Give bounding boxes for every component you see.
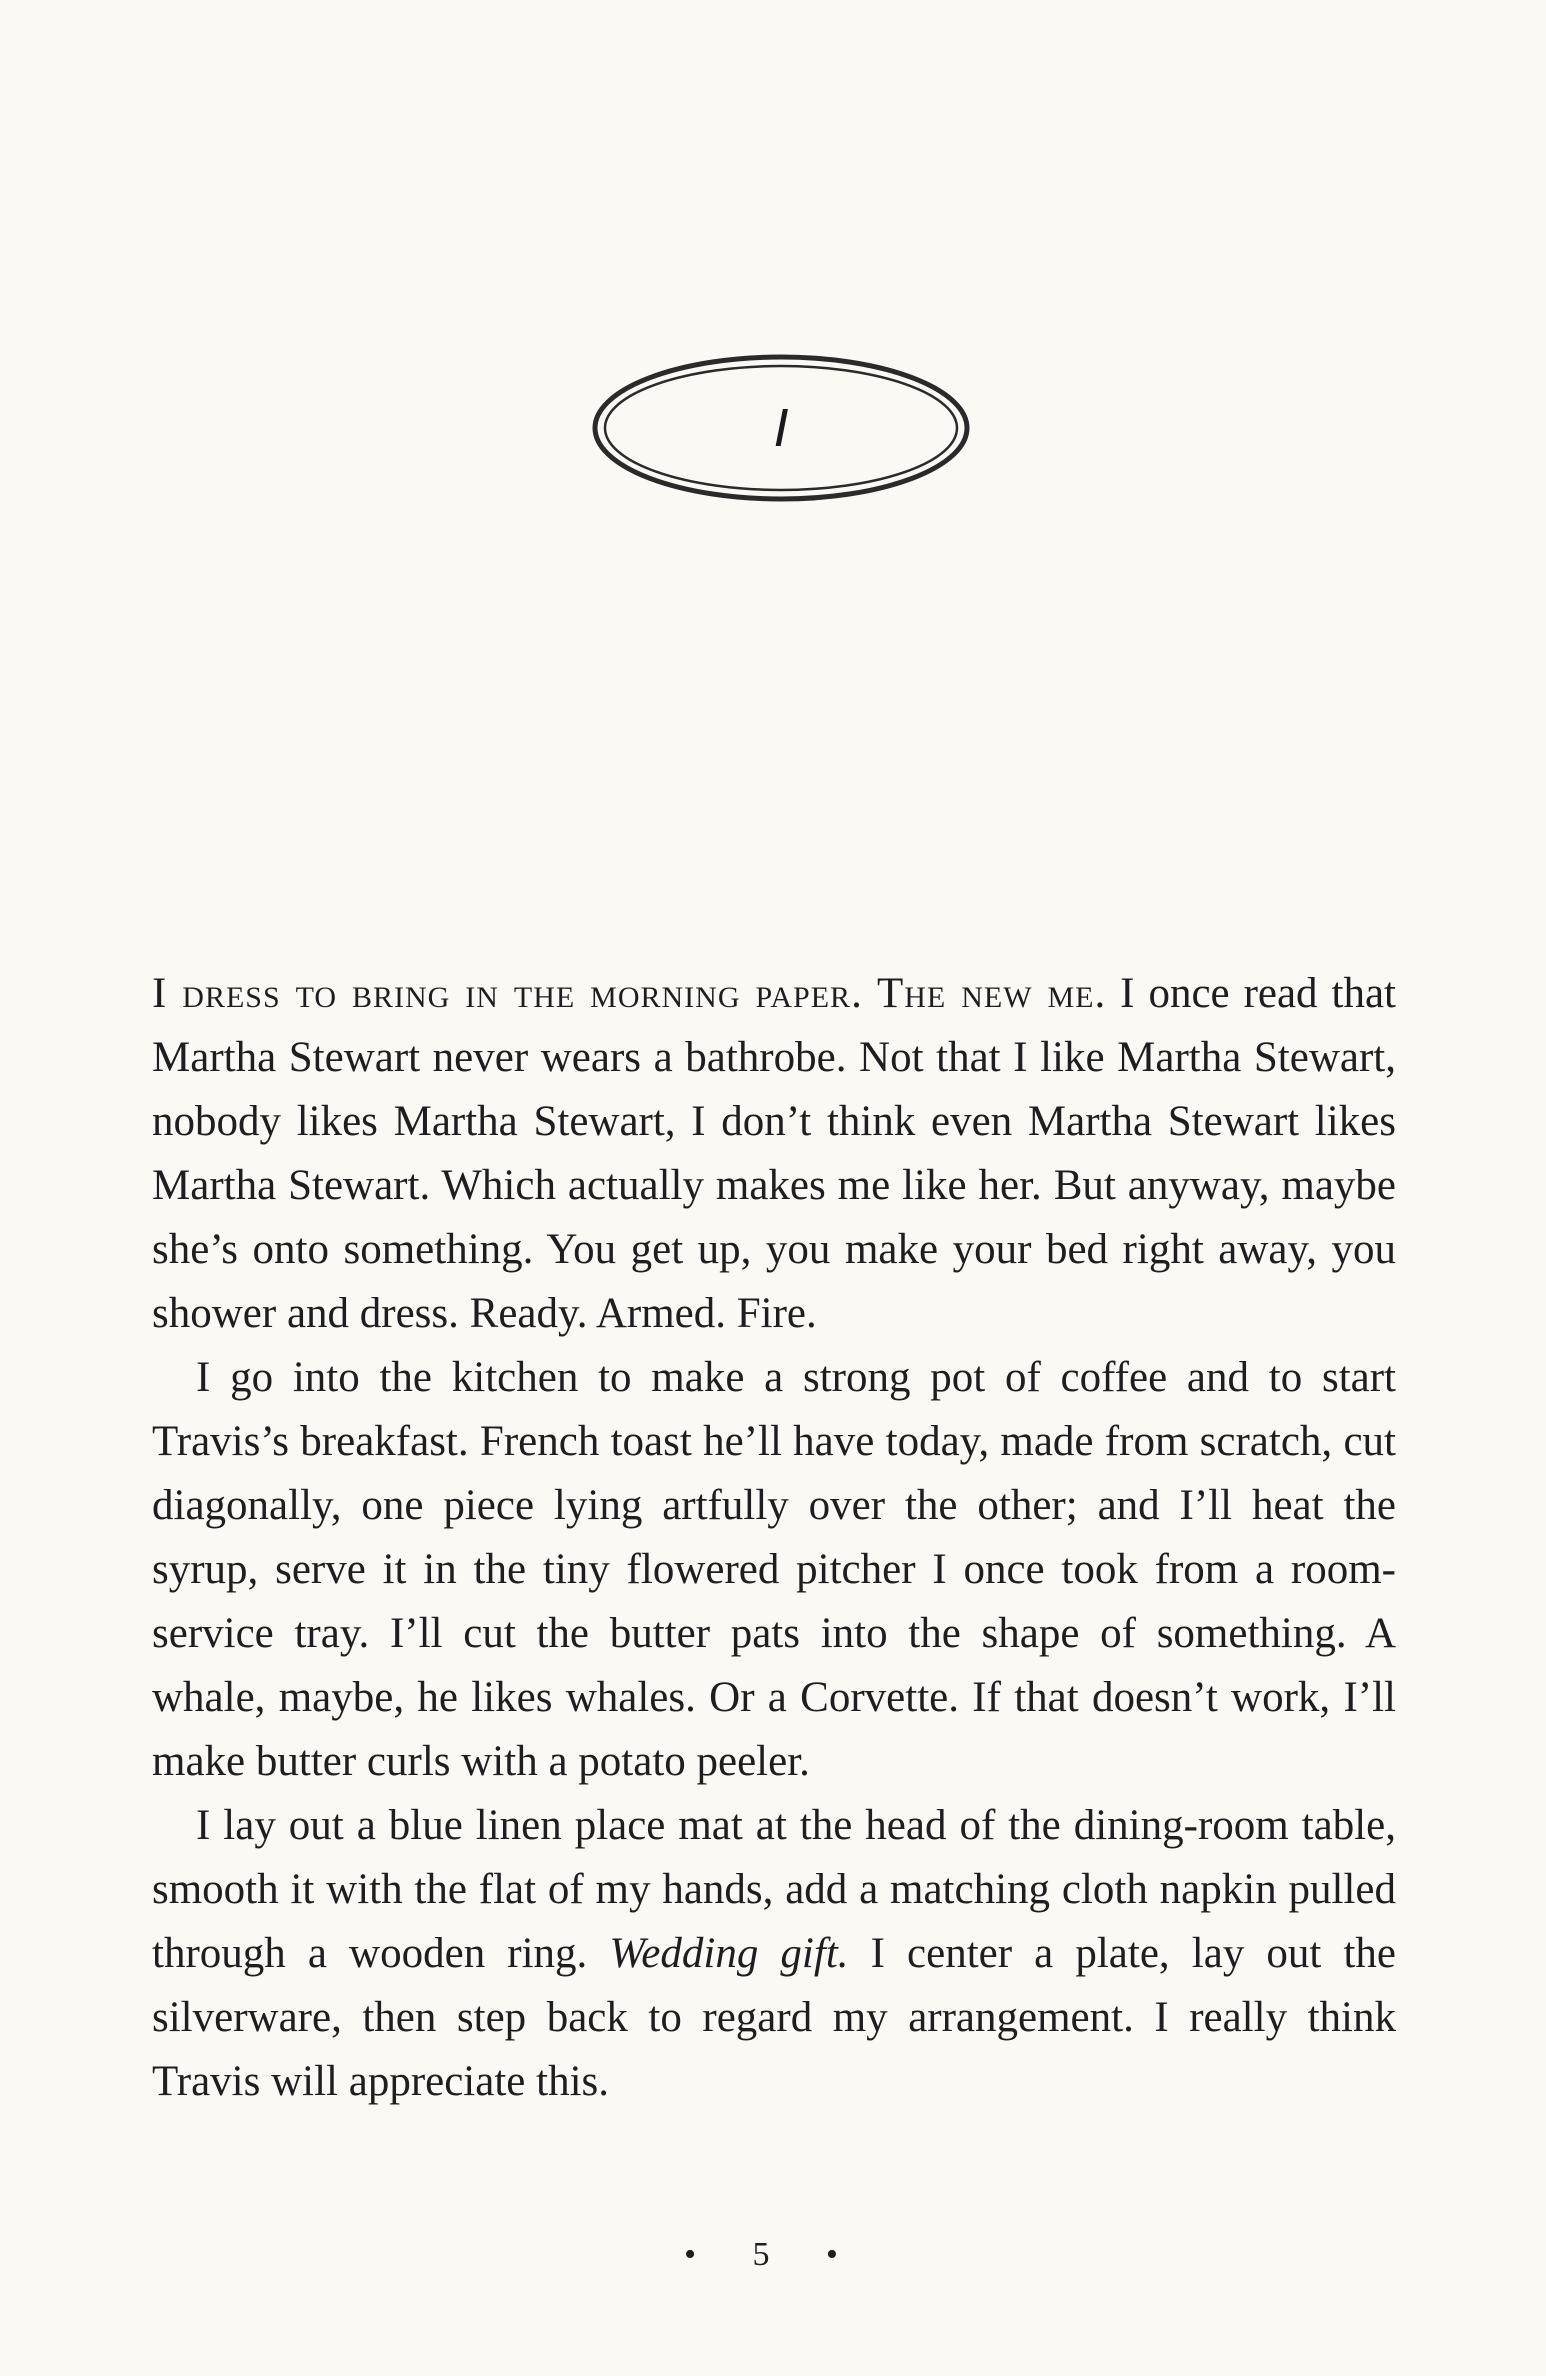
paragraph-1-lead-in: I dress to bring in the morning paper. The new me. [152, 970, 1107, 1017]
paragraph-2: I go into the kitchen to make a strong pot of coffee and to start Travis’s breakfast. French toast he’ll have today, made from scratch, cut diagonally, one piece lying artfully over the other; and I’ll heat the syrup, serve it in the tiny flowered pitcher I once took from a room-service tray. I’ll cut the butter pats into the shape of something. A whale, maybe, he likes whales. Or a Corvette. If that doesn’t work, I’ll make butter curls with a potato peeler. [152, 1354, 1396, 1785]
paragraph-3-italic: Wedding gift. [609, 1930, 849, 1977]
paragraph-3-text-after: I center a plate, lay out the silverware, then step back to regard my arrangement. I really think Travis will appreciate this. [152, 1930, 1396, 2105]
chapter-number: I [773, 398, 789, 458]
chapter-number-badge [586, 348, 976, 508]
paragraph-3-text-before: I lay out a blue linen place mat at the head of the dining-room table, smooth it with the flat of my hands, add a matching cloth napkin pulled through a wooden ring. [152, 1802, 1396, 1977]
paragraph-3 [152, 1794, 1396, 2114]
chapter-body-text [152, 962, 1396, 2114]
paragraph-1-text: I once read that Martha Stewart never wears a bathrobe. Not that I like Martha Stewart, nobody likes Martha Stewart, I don’t think even Martha Stewart likes Martha Stewart. Which actually makes me like her. But anyway, maybe she’s onto something. You get up, you make your bed right away, you shower and dress. Ready. Armed. Fire. [152, 970, 1396, 1337]
page-number: • 5 • [684, 2236, 862, 2273]
paragraph-1 [152, 962, 1396, 1346]
